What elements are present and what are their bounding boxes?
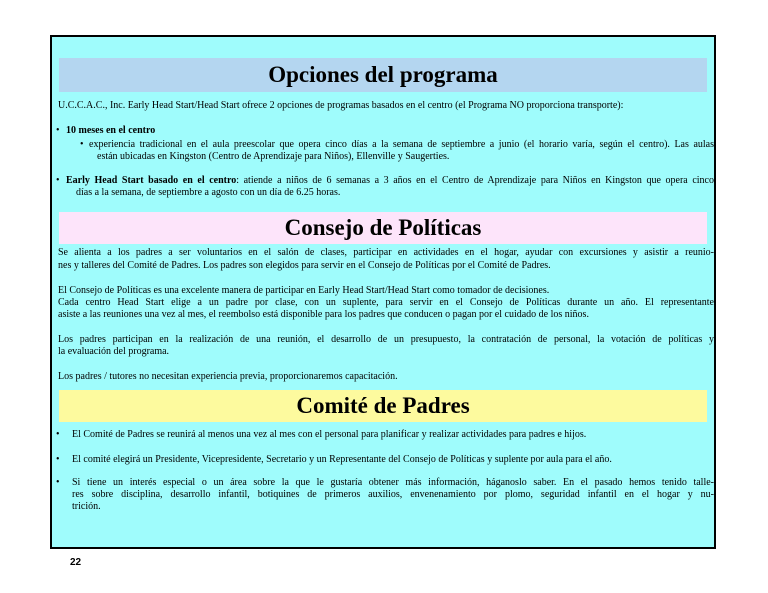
sub-bullet: • <box>80 139 84 150</box>
bullet: • <box>56 429 60 440</box>
intro-text: U.C.C.A.C., Inc. Early Head Start/Head Start ofrece 2 opciones de programas basados en el centro (el Programa NO proporciona transporte): <box>58 100 624 111</box>
page-number: 22 <box>70 557 82 568</box>
consejo-p2-line2: Cada centro Head Start elige a un padre por clase, con un suplente, para servir en el Consejo de Políticas durante un año. El representante <box>58 297 714 308</box>
bullet: • <box>56 125 60 136</box>
option1-title: 10 meses en el centro <box>66 125 156 136</box>
comite-item2: El comité elegirá un Presidente, Vicepresidente, Secretario y un Representante del Consejo de Políticas y suplente por aula para el año. <box>72 454 612 465</box>
consejo-p3-line1: Los padres participan en la realización de una reunión, el desarrollo de un presupuesto, la contratación de personal, la votación de políticas y <box>58 334 714 345</box>
comite-item3-line3: trición. <box>72 501 101 512</box>
option2-line2: días a la semana, de septiembre a agosto con un día de 6.25 horas. <box>76 187 341 198</box>
consejo-p2-line1: El Consejo de Políticas es una excelente manera de participar en Early Head Start/Head Start como tomador de decisiones. <box>58 285 550 296</box>
section-title-comite: Comité de Padres <box>59 390 707 422</box>
bullet: • <box>56 454 60 465</box>
consejo-p4: Los padres / tutores no necesitan experiencia previa, proporcionaremos capacitación. <box>58 371 398 382</box>
consejo-p3-line2: la evaluación del programa. <box>58 346 170 357</box>
option1-desc-line1: experiencia tradicional en el aula preescolar que opera cinco días a la semana de septiembre a junio (el horario varía, según el centro). Las aulas <box>89 139 714 150</box>
consejo-p1-line1: Se alienta a los padres a ser voluntarios en el salón de clases, participar en actividades en el hogar, ayudar con excursiones y asistir a reunio- <box>58 247 714 258</box>
option2-line1: Early Head Start basado en el centro: atiende a niños de 6 semanas a 3 años en el Centro de Aprendizaje para Niños en Kingston que opera cinco <box>66 175 714 186</box>
content-frame <box>50 35 716 549</box>
bullet: • <box>56 175 60 186</box>
consejo-p2-line3: asiste a las reuniones una vez al mes, el reembolso está disponible para los padres que conducen o pagan por el cuidado de los niños. <box>58 309 589 320</box>
option1-desc-line2: están ubicadas en Kingston (Centro de Aprendizaje para Niños), Ellenville y Saugerties. <box>97 151 450 162</box>
comite-item1: El Comité de Padres se reunirá al menos una vez al mes con el personal para planificar y realizar actividades para padres e hijos. <box>72 429 587 440</box>
section-title-opciones: Opciones del programa <box>59 58 707 92</box>
consejo-p1-line2: nes y talleres del Comité de Padres. Los padres son elegidos para servir en el Consejo de Políticas por el Comité de Padres. <box>58 260 551 271</box>
bullet: • <box>56 477 60 488</box>
comite-item3-line1: Si tiene un interés especial o un área sobre la que le gustaría obtener más información, háganoslo saber. En el pasado hemos tenido talle- <box>72 477 714 488</box>
section-title-consejo: Consejo de Políticas <box>59 212 707 244</box>
comite-item3-line2: res sobre disciplina, desarrollo infantil, botiquines de primeros auxilios, envenenamiento por plomo, seguridad infantil en el hogar y nu- <box>72 489 714 500</box>
